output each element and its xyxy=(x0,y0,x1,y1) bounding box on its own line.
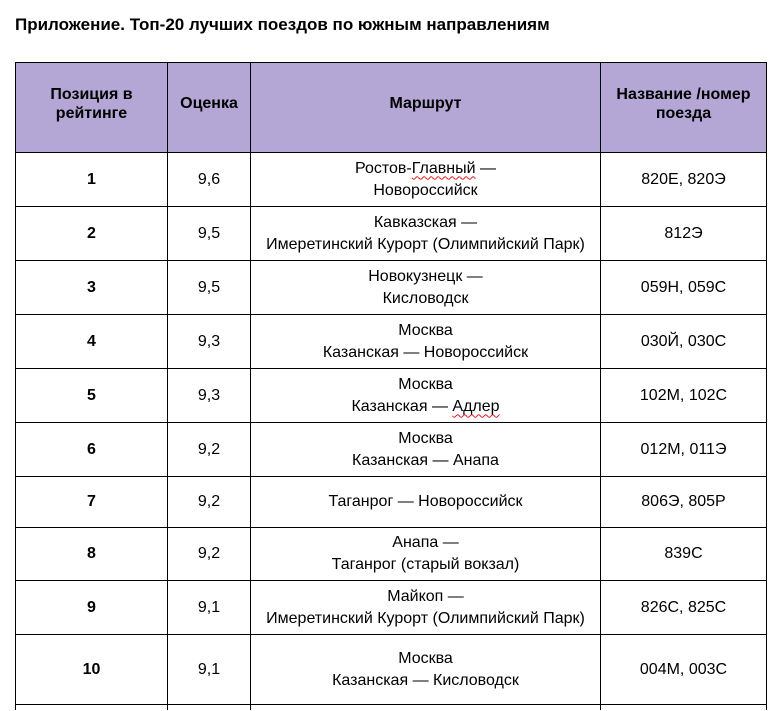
cell-position: 5 xyxy=(16,369,168,423)
cell-position: 6 xyxy=(16,423,168,477)
cell-train-number: 820Е, 820Э xyxy=(601,153,767,207)
page-title: Приложение. Топ-20 лучших поездов по южным направлениям xyxy=(15,15,550,34)
cell-score: 9,6 xyxy=(168,153,251,207)
cell-empty xyxy=(601,705,767,711)
cell-position: 8 xyxy=(16,528,168,581)
route-line: Москва xyxy=(398,375,453,393)
cell-empty xyxy=(251,705,601,711)
cell-position: 7 xyxy=(16,477,168,528)
route-line: Анапа — xyxy=(392,534,459,551)
route-line: Таганрог (старый вокзал) xyxy=(331,556,520,573)
table-header-row xyxy=(16,63,767,153)
route-line xyxy=(253,396,598,418)
header-position: Позиция в рейтинге xyxy=(16,63,168,153)
spellcheck-flagged-word: Адлер xyxy=(452,397,500,415)
route-line: Новороссийск xyxy=(373,181,478,199)
header-score: Оценка xyxy=(168,63,251,153)
route-line: Москва xyxy=(398,429,453,447)
cell-train-number: 059Н, 059С xyxy=(601,261,767,315)
top-trains-table xyxy=(15,62,767,710)
route-line: Казанская — Анапа xyxy=(352,451,499,469)
cell-route xyxy=(251,153,601,207)
table-row xyxy=(16,477,767,528)
cell-train-number: 004М, 003С xyxy=(601,635,767,705)
cell-train-number: 030Й, 030С xyxy=(601,315,767,369)
cell-position: 3 xyxy=(16,261,168,315)
table-row xyxy=(16,581,767,635)
cell-score: 9,1 xyxy=(168,581,251,635)
cell-score: 9,3 xyxy=(168,369,251,423)
cell-route xyxy=(251,635,601,705)
route-line: Таганрог — Новороссийск xyxy=(328,493,523,510)
route-segment: — xyxy=(475,159,496,177)
cell-route xyxy=(251,261,601,315)
cell-score: 9,3 xyxy=(168,315,251,369)
cell-train-number: 826С, 825С xyxy=(601,581,767,635)
header-route: Маршрут xyxy=(251,63,601,153)
cell-route xyxy=(251,581,601,635)
cell-train-number: 102М, 102С xyxy=(601,369,767,423)
spellcheck-flagged-word: Главный xyxy=(411,159,476,177)
table-row xyxy=(16,153,767,207)
table-head xyxy=(16,63,767,153)
route-line: Москва xyxy=(398,649,453,667)
cell-position: 2 xyxy=(16,207,168,261)
cell-empty xyxy=(168,705,251,711)
route-line: Майкоп — xyxy=(387,587,464,605)
route-line xyxy=(253,158,598,180)
route-line: Имеретинский Курорт (Олимпийский Парк) xyxy=(266,235,585,253)
table-row xyxy=(16,207,767,261)
cell-score: 9,2 xyxy=(168,423,251,477)
cell-route xyxy=(251,369,601,423)
route-line: Имеретинский Курорт (Олимпийский Парк) xyxy=(266,609,585,627)
cell-position: 1 xyxy=(16,153,168,207)
table-row-partial xyxy=(16,705,767,711)
table-row xyxy=(16,261,767,315)
cell-train-number: 839С xyxy=(601,528,767,581)
header-train-number: Название /номер поезда xyxy=(601,63,767,153)
route-line: Кавказская — xyxy=(373,213,478,231)
table-row xyxy=(16,528,767,581)
route-line: Новокузнецк — xyxy=(368,267,483,285)
table-row xyxy=(16,423,767,477)
route-line: Москва xyxy=(398,321,453,339)
cell-position: 9 xyxy=(16,581,168,635)
route-segment: Ростов- xyxy=(355,159,412,177)
route-line: Казанская — Новороссийск xyxy=(322,343,529,361)
cell-score: 9,5 xyxy=(168,207,251,261)
cell-score: 9,5 xyxy=(168,261,251,315)
cell-train-number: 806Э, 805Р xyxy=(601,477,767,528)
cell-route xyxy=(251,315,601,369)
cell-train-number: 812Э xyxy=(601,207,767,261)
table-row xyxy=(16,369,767,423)
cell-empty xyxy=(16,705,168,711)
cell-route xyxy=(251,477,601,528)
table-body xyxy=(16,153,767,711)
route-segment: Казанская — xyxy=(351,397,453,415)
table-row xyxy=(16,315,767,369)
cell-position: 4 xyxy=(16,315,168,369)
cell-route xyxy=(251,528,601,581)
table-row xyxy=(16,635,767,705)
cell-route xyxy=(251,207,601,261)
cell-score: 9,1 xyxy=(168,635,251,705)
route-line: Казанская — Кисловодск xyxy=(332,671,519,689)
cell-score: 9,2 xyxy=(168,528,251,581)
cell-train-number: 012М, 011Э xyxy=(601,423,767,477)
cell-route xyxy=(251,423,601,477)
route-line: Кисловодск xyxy=(382,289,469,307)
cell-position: 10 xyxy=(16,635,168,705)
cell-score: 9,2 xyxy=(168,477,251,528)
